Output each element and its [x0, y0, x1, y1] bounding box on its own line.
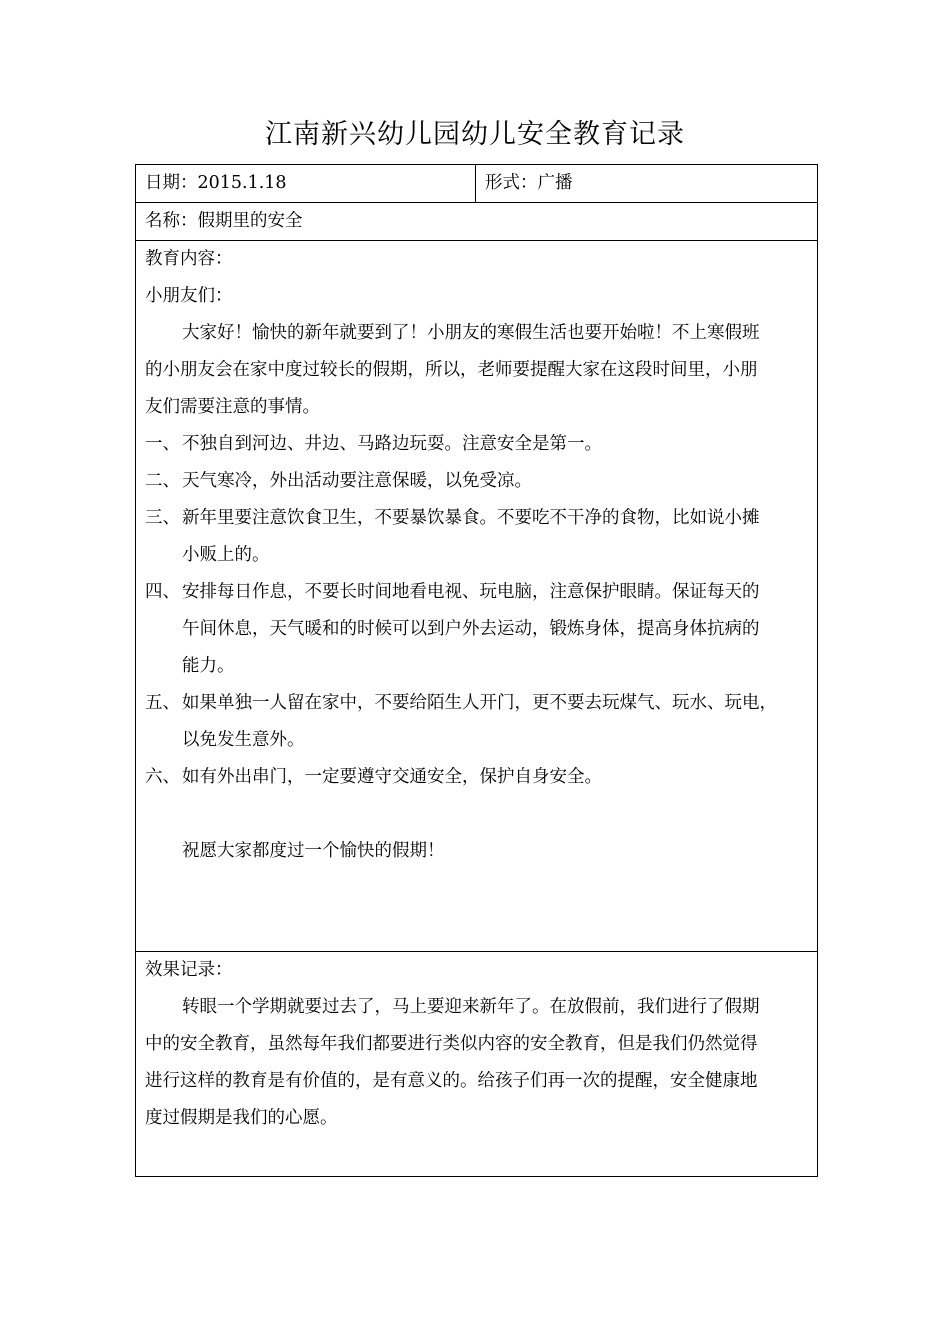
list-item — [145, 426, 808, 463]
intro-line: 的小朋友会在家中度过较长的假期，所以，老师要提醒大家在这段时间里，小朋 — [145, 360, 758, 380]
name-label: 名称： — [145, 211, 198, 231]
effect-line: 转眼一个学期就要过去了，马上要迎来新年了。在放假前，我们进行了假期 — [182, 997, 760, 1017]
name-row — [136, 203, 818, 241]
item-number: 三、 — [145, 508, 180, 528]
list-item — [145, 500, 808, 574]
form-value: 广播 — [537, 173, 573, 193]
item-text: 以免发生意外。 — [182, 730, 305, 750]
item-text: 如有外出串门，一定要遵守交通安全，保护自身安全。 — [182, 767, 602, 787]
form-label: 形式： — [485, 173, 538, 193]
list-item — [145, 759, 808, 796]
item-number: 四、 — [145, 582, 180, 602]
name-cell — [136, 203, 818, 241]
form-cell — [476, 165, 818, 203]
list-item — [145, 685, 808, 759]
item-number: 六、 — [145, 767, 180, 787]
item-text: 安排每日作息，不要长时间地看电视、玩电脑，注意保护眼睛。保证每天的 — [182, 582, 760, 602]
intro-line: 大家好！愉快的新年就要到了！小朋友的寒假生活也要开始啦！不上寒假班 — [182, 323, 760, 343]
item-text: 能力。 — [182, 656, 235, 676]
greeting: 小朋友们： — [145, 286, 233, 306]
page-title: 江南新兴幼儿园幼儿安全教育记录 — [265, 119, 685, 150]
effect-line: 度过假期是我们的心愿。 — [145, 1108, 338, 1128]
record-table — [135, 164, 818, 1177]
meta-row — [136, 165, 818, 203]
item-text: 新年里要注意饮食卫生，不要暴饮暴食。不要吃不干净的食物，比如说小摊 — [182, 508, 760, 528]
effect-line: 中的安全教育，虽然每年我们都要进行类似内容的安全教育，但是我们仍然觉得 — [145, 1034, 758, 1054]
date-label: 日期： — [145, 173, 198, 193]
item-text: 如果单独一人留在家中，不要给陌生人开门，更不要去玩煤气、玩水、玩电， — [182, 693, 777, 713]
list-item — [145, 574, 808, 685]
effect-cell — [136, 952, 818, 1177]
effect-row — [136, 952, 818, 1177]
item-text: 小贩上的。 — [182, 545, 270, 565]
closing-line: 祝愿大家都度过一个愉快的假期！ — [182, 841, 445, 861]
effect-line: 进行这样的教育是有价值的，是有意义的。给孩子们再一次的提醒，安全健康地 — [145, 1071, 758, 1091]
item-text: 天气寒冷，外出活动要注意保暖，以免受凉。 — [182, 471, 532, 491]
item-text: 不独自到河边、井边、马路边玩耍。注意安全是第一。 — [182, 434, 602, 454]
content-row — [136, 241, 818, 952]
effect-label: 效果记录： — [145, 960, 233, 980]
item-number: 一、 — [145, 434, 180, 454]
intro-line: 友们需要注意的事情。 — [145, 397, 320, 417]
name-value: 假期里的安全 — [197, 211, 303, 231]
date-value: 2015.1.18 — [197, 173, 287, 193]
item-number: 二、 — [145, 471, 180, 491]
date-cell — [136, 165, 476, 203]
item-text: 午间休息，天气暖和的时候可以到户外去运动，锻炼身体，提高身体抗病的 — [182, 619, 760, 639]
content-label: 教育内容： — [145, 249, 233, 269]
spacer — [145, 796, 808, 833]
content-cell — [136, 241, 818, 952]
item-number: 五、 — [145, 693, 180, 713]
list-item — [145, 463, 808, 500]
